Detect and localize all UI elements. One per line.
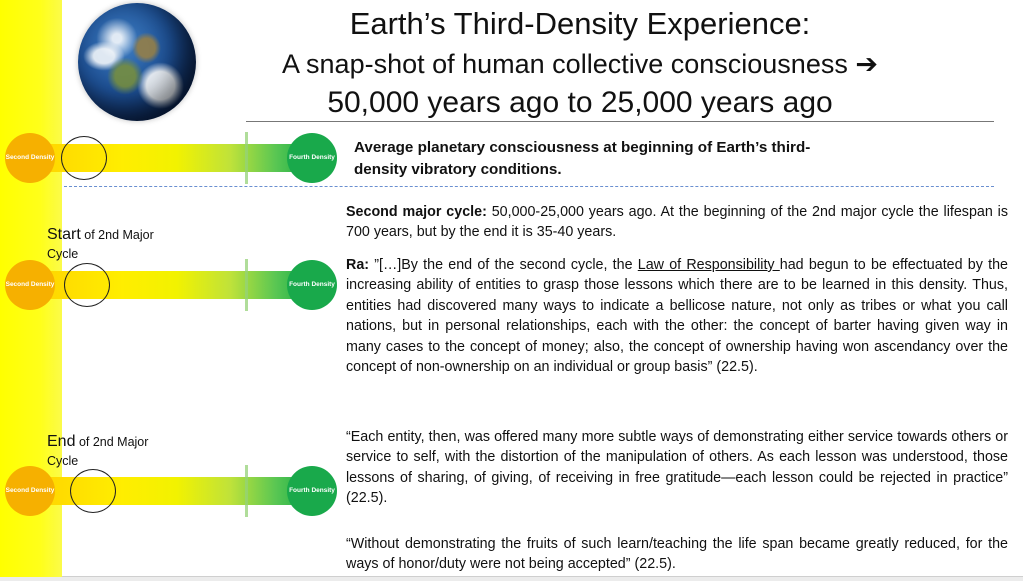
slide-title-line2: A snap-shot of human collective consciousness ➔ (282, 49, 878, 79)
density-gradient (28, 477, 298, 505)
slide-title-line3: 50,000 years ago to 25,000 years ago (327, 86, 833, 119)
second-cycle-paragraph (346, 202, 1008, 243)
cycle-label: Second major cycle: (346, 204, 487, 220)
second-density-circle: Second Density (5, 466, 55, 516)
law-of-responsibility-link[interactable]: Law of Responsibility (637, 257, 780, 273)
consciousness-marker (64, 263, 110, 307)
consciousness-marker (70, 469, 116, 513)
ra-label: Ra: (346, 257, 370, 273)
earth-globe-image (78, 3, 196, 121)
end-label-line2: Cycle (47, 453, 79, 468)
service-quote-paragraph: “Each entity, then, was offered many more subtle ways of demonstrating either service towards others or service to self, with the distortion of the manipulation of others. As each lesson was understood, those lessons of sharing, of giving, of receiving in free gratitude—each lesson could be rejected in practice” (22.5). (346, 429, 1008, 507)
density-bar-start (0, 255, 335, 315)
consciousness-marker (61, 136, 107, 180)
title-divider (246, 121, 994, 122)
ra-quote-paragraph (346, 255, 1008, 378)
end-word: End (47, 433, 76, 450)
ra-text-pre: ”[…]By the end of the second cycle, the (369, 257, 638, 273)
second-density-circle: Second Density (5, 133, 55, 183)
density-bar-beginning (0, 128, 335, 188)
slide-title-line1: Earth’s Third-Density Experience: (349, 6, 811, 41)
ra-text-post: had begun to be effectuated by the increasing ability of entities to grasp those lessons which there are to be learned in this density. Thus, entities had discovered many ways to indicate a bellicose nature, not only as tribes or what you call nations, but in personal relationships, each with the other: the concept of barter having given way in many cases to the concept of money; also, the concept of ownership having won ascendancy over the concept of non-ownership on an individual or group basis” (22.5). (346, 257, 1008, 376)
density-threshold-mark (245, 465, 248, 517)
fourth-density-circle: Fourth Density (287, 466, 337, 516)
second-density-circle: Second Density (5, 260, 55, 310)
start-label-rest: of 2nd Major (80, 228, 154, 242)
end-label-rest: of 2nd Major (75, 435, 149, 449)
cycle-text: 50,000-25,000 years ago. At the beginning of the 2nd major cycle the lifespan is 700 years, but by the end it is 35-40 years. (346, 204, 1008, 241)
density-threshold-mark (245, 259, 248, 311)
density-bar-end (0, 461, 335, 521)
dashed-divider (64, 186, 994, 187)
density-threshold-mark (245, 132, 248, 184)
start-word: Start (47, 226, 81, 243)
lifespan-quote-paragraph: “Without demonstrating the fruits of such learn/teaching the life span became greatly reduced, for the ways of honor/duty were not being accepted” (22.5). (346, 536, 1008, 573)
start-label-line2: Cycle (47, 246, 79, 261)
fourth-density-circle: Fourth Density (287, 133, 337, 183)
fourth-density-circle: Fourth Density (287, 260, 337, 310)
headline-text: Average planetary consciousness at beginning of Earth’s third-density vibratory conditions. (354, 139, 811, 179)
